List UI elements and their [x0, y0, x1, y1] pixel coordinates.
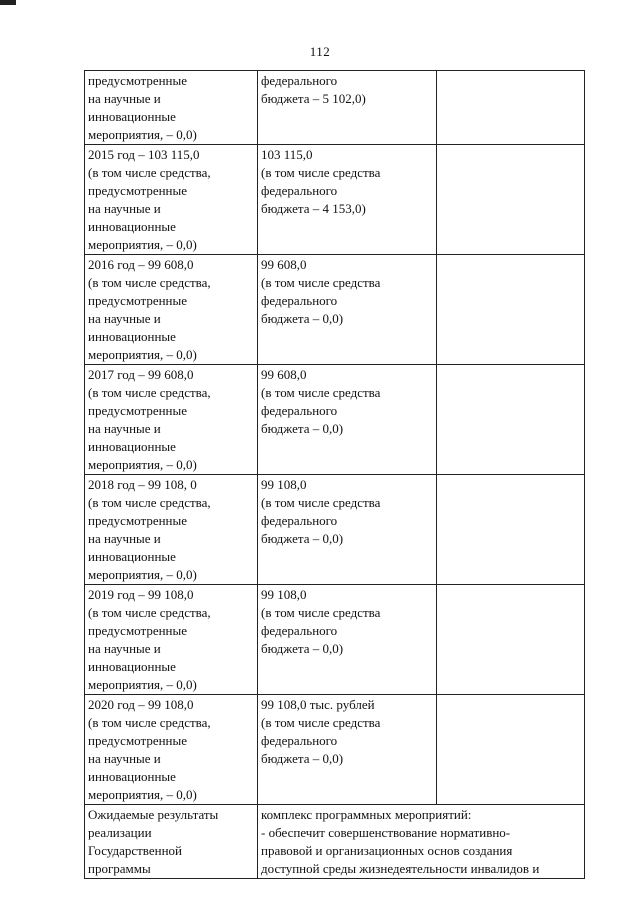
cell-line: 99 608,0: [261, 367, 307, 382]
cell-line: федерального: [261, 183, 338, 198]
cell-line: инновационные: [88, 659, 176, 674]
cell-line: предусмотренные: [88, 623, 188, 638]
cell-line: (в том числе средства,: [88, 165, 211, 180]
cell-line: бюджета – 5 102,0): [261, 91, 366, 106]
cell-line: инновационные: [88, 329, 176, 344]
cell-line: бюджета – 4 153,0): [261, 201, 366, 216]
source-funding-cell: [258, 255, 437, 365]
cell-line: инновационные: [88, 109, 176, 124]
cell-line: на научные и: [88, 201, 161, 216]
cell-line: (в том числе средства: [261, 715, 381, 730]
budget-year-row: [85, 475, 585, 585]
total-funding-cell: [85, 71, 258, 145]
cell-line: Ожидаемые результаты: [88, 807, 219, 822]
cell-line: 99 108,0 тыс. рублей: [261, 697, 375, 712]
cell-line: предусмотренные: [88, 73, 188, 88]
cell-line: правовой и организационных основ создания: [261, 843, 513, 858]
source-funding-cell: [258, 695, 437, 805]
cell-line: федерального: [261, 403, 338, 418]
total-funding-cell: [85, 585, 258, 695]
cell-line: (в том числе средства,: [88, 715, 211, 730]
cell-line: программы: [88, 861, 151, 876]
corner-scan-mark: [0, 0, 16, 5]
source-funding-cell: [258, 145, 437, 255]
budget-year-row: [85, 145, 585, 255]
cell-line: предусмотренные: [88, 513, 188, 528]
cell-line: федерального: [261, 733, 338, 748]
cell-line: (в том числе средства: [261, 385, 381, 400]
cell-line: доступной среды жизнедеятельности инвалидов и: [261, 861, 540, 876]
source-funding-cell: [258, 475, 437, 585]
total-funding-cell: [85, 475, 258, 585]
cell-line: инновационные: [88, 769, 176, 784]
cell-line: инновационные: [88, 439, 176, 454]
cell-line: на научные и: [88, 91, 161, 106]
budget-year-row: [85, 695, 585, 805]
empty-cell: [437, 695, 585, 805]
cell-line: бюджета – 0,0): [261, 641, 344, 656]
empty-cell: [437, 585, 585, 695]
cell-line: федерального: [261, 293, 338, 308]
cell-line: на научные и: [88, 421, 161, 436]
cell-line: 2020 год – 99 108,0: [88, 697, 194, 712]
expected-results-label: [85, 805, 258, 879]
cell-line: (в том числе средства: [261, 605, 381, 620]
empty-cell: [437, 365, 585, 475]
cell-line: 99 108,0: [261, 477, 307, 492]
cell-line: реализации: [88, 825, 152, 840]
cell-line: 2018 год – 99 108, 0: [88, 477, 197, 492]
total-funding-cell: [85, 365, 258, 475]
cell-line: (в том числе средства: [261, 495, 381, 510]
cell-line: (в том числе средства,: [88, 605, 211, 620]
cell-line: федерального: [261, 513, 338, 528]
empty-cell: [437, 71, 585, 145]
cell-line: бюджета – 0,0): [261, 311, 344, 326]
cell-line: федерального: [261, 623, 338, 638]
cell-line: инновационные: [88, 219, 176, 234]
empty-cell: [437, 475, 585, 585]
cell-line: на научные и: [88, 531, 161, 546]
expected-results-text: [258, 805, 585, 879]
cell-line: мероприятия, – 0,0): [88, 457, 197, 472]
cell-line: предусмотренные: [88, 403, 188, 418]
cell-line: (в том числе средства,: [88, 275, 211, 290]
cell-line: мероприятия, – 0,0): [88, 787, 197, 802]
cell-line: 2019 год – 99 108,0: [88, 587, 194, 602]
cell-line: (в том числе средства,: [88, 385, 211, 400]
budget-table: [84, 70, 585, 879]
page-number: 112: [309, 44, 331, 59]
budget-year-row: [85, 71, 585, 145]
cell-line: инновационные: [88, 549, 176, 564]
budget-year-row: [85, 365, 585, 475]
cell-line: 99 608,0: [261, 257, 307, 272]
cell-line: (в том числе средства,: [88, 495, 211, 510]
total-funding-cell: [85, 145, 258, 255]
total-funding-cell: [85, 255, 258, 365]
cell-line: 99 108,0: [261, 587, 307, 602]
cell-line: бюджета – 0,0): [261, 751, 344, 766]
cell-line: 2015 год – 103 115,0: [88, 147, 200, 162]
cell-line: на научные и: [88, 311, 161, 326]
cell-line: мероприятия, – 0,0): [88, 347, 197, 362]
total-funding-cell: [85, 695, 258, 805]
source-funding-cell: [258, 585, 437, 695]
cell-line: бюджета – 0,0): [261, 421, 344, 436]
source-funding-cell: [258, 365, 437, 475]
cell-line: 2017 год – 99 608,0: [88, 367, 194, 382]
cell-line: на научные и: [88, 641, 161, 656]
source-funding-cell: [258, 71, 437, 145]
cell-line: (в том числе средства: [261, 275, 381, 290]
cell-line: 2016 год – 99 608,0: [88, 257, 194, 272]
cell-line: мероприятия, – 0,0): [88, 127, 197, 142]
budget-table-body: [85, 71, 585, 879]
cell-line: мероприятия, – 0,0): [88, 237, 197, 252]
cell-line: бюджета – 0,0): [261, 531, 344, 546]
budget-year-row: [85, 585, 585, 695]
cell-line: (в том числе средства: [261, 165, 381, 180]
cell-line: предусмотренные: [88, 733, 188, 748]
cell-line: - обеспечит совершенствование нормативно-: [261, 825, 511, 840]
cell-line: мероприятия, – 0,0): [88, 677, 197, 692]
empty-cell: [437, 145, 585, 255]
cell-line: мероприятия, – 0,0): [88, 567, 197, 582]
cell-line: предусмотренные: [88, 293, 188, 308]
cell-line: предусмотренные: [88, 183, 188, 198]
empty-cell: [437, 255, 585, 365]
cell-line: комплекс программных мероприятий:: [261, 807, 472, 822]
expected-results-row: [85, 805, 585, 879]
budget-year-row: [85, 255, 585, 365]
cell-line: 103 115,0: [261, 147, 313, 162]
cell-line: на научные и: [88, 751, 161, 766]
cell-line: Государственной: [88, 843, 183, 858]
cell-line: федерального: [261, 73, 338, 88]
